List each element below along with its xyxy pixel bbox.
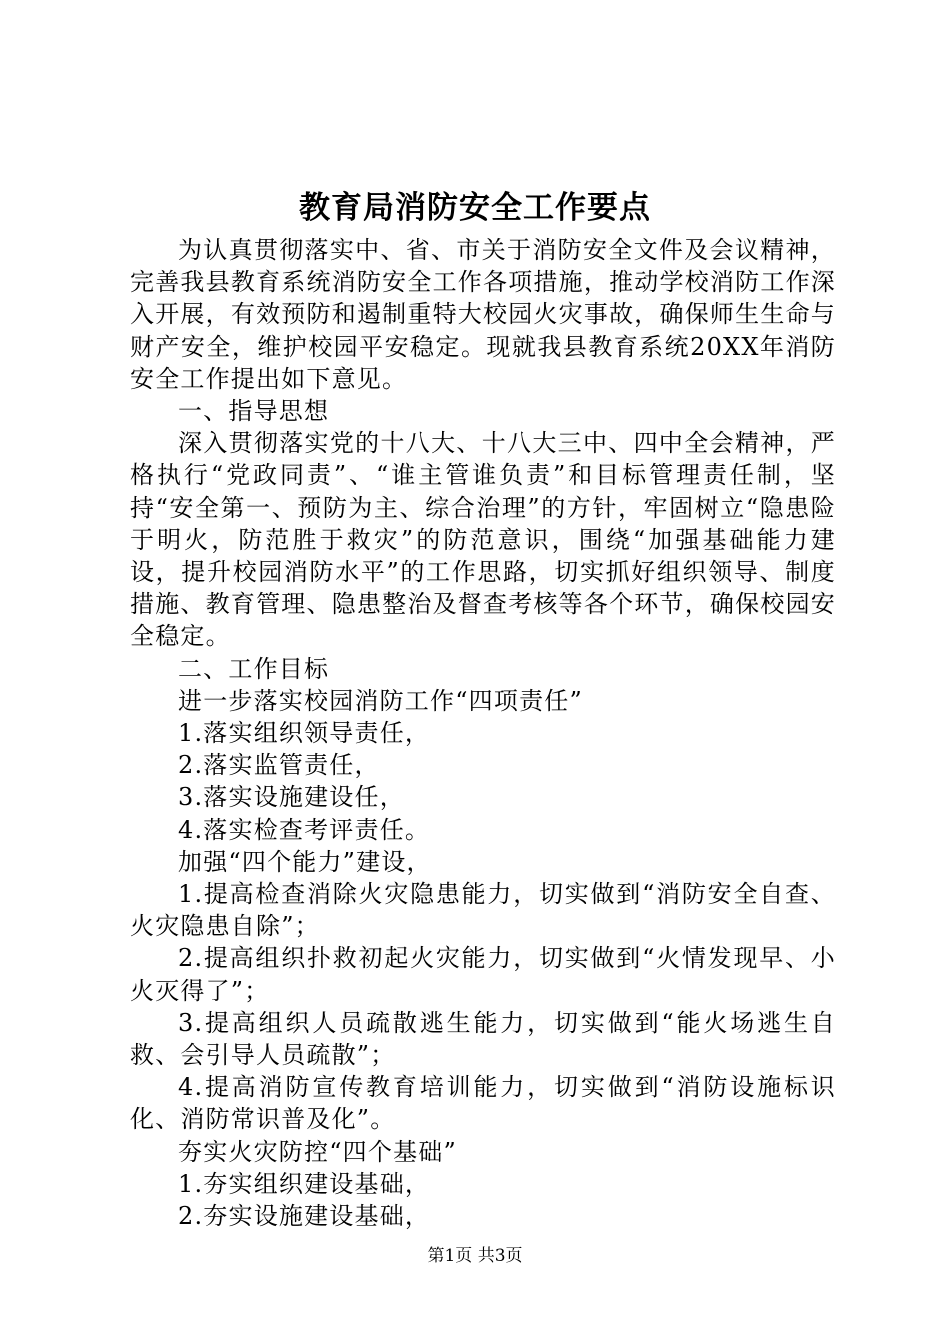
list-item: 2.落实监管责任， [178,751,380,780]
page-footer: 第1页 共3页 [427,1246,523,1266]
list-item: 4.提高消防宣传教育培训能力，切实做到“消防设施标识化、消防常识普及化”。 [130,1073,836,1134]
list-item: 1.提高检查消除火灾隐患能力，切实做到“消防安全自查、火灾隐患自除”； [130,880,836,941]
list-item: 4.落实检查考评责任。 [178,815,431,844]
list-item: 2.夯实设施建设基础， [178,1202,431,1231]
document-title: 教育局消防安全工作要点 [299,190,651,226]
document-body [130,234,836,1232]
paragraph-intro: 为认真贯彻落实中、省、市关于消防安全文件及会议精神，完善我县教育系统消防安全工作各项措施，推动学校消防工作深入开展，有效预防和遏制重特大校园火灾事故，确保师生生命与财产安全，维护校园平安稳定。现就我县教育系统20XX年消防安全工作提出如下意见。 [130,236,836,393]
heading-guiding-ideology: 一、指导思想 [178,397,330,426]
heading-work-goals: 二、工作目标 [178,654,330,683]
paragraph-four-foundations: 夯实火灾防控“四个基础” [178,1137,457,1166]
paragraph-four-abilities: 加强“四个能力”建设， [178,847,432,876]
list-item: 1.落实组织领导责任， [178,719,431,748]
list-item: 2.提高组织扑救初起火灾能力，切实做到“火情发现早、小火灭得了”； [130,944,836,1005]
list-item: 1.夯实组织建设基础， [178,1169,431,1198]
paragraph-four-responsibilities: 进一步落实校园消防工作“四项责任” [178,686,583,715]
paragraph-guiding-ideology: 深入贯彻落实党的十八大、十八大三中、四中全会精神，严格执行“党政同责”、“谁主管谁负责”和目标管理责任制，坚持“安全第一、预防为主、综合治理”的方针，牢固树立“隐患险于明火，防范胜于救灾”的防范意识，围绕“加强基础能力建设，提升校园消防水平”的工作思路，切实抓好组织领导、制度措施、教育管理、隐患整治及督查考核等各个环节，确保校园安全稳定。 [130,429,836,651]
list-item: 3.提高组织人员疏散逃生能力，切实做到“能火场逃生自救、会引导人员疏散”； [130,1008,836,1070]
list-item: 3.落实设施建设任， [178,783,405,812]
